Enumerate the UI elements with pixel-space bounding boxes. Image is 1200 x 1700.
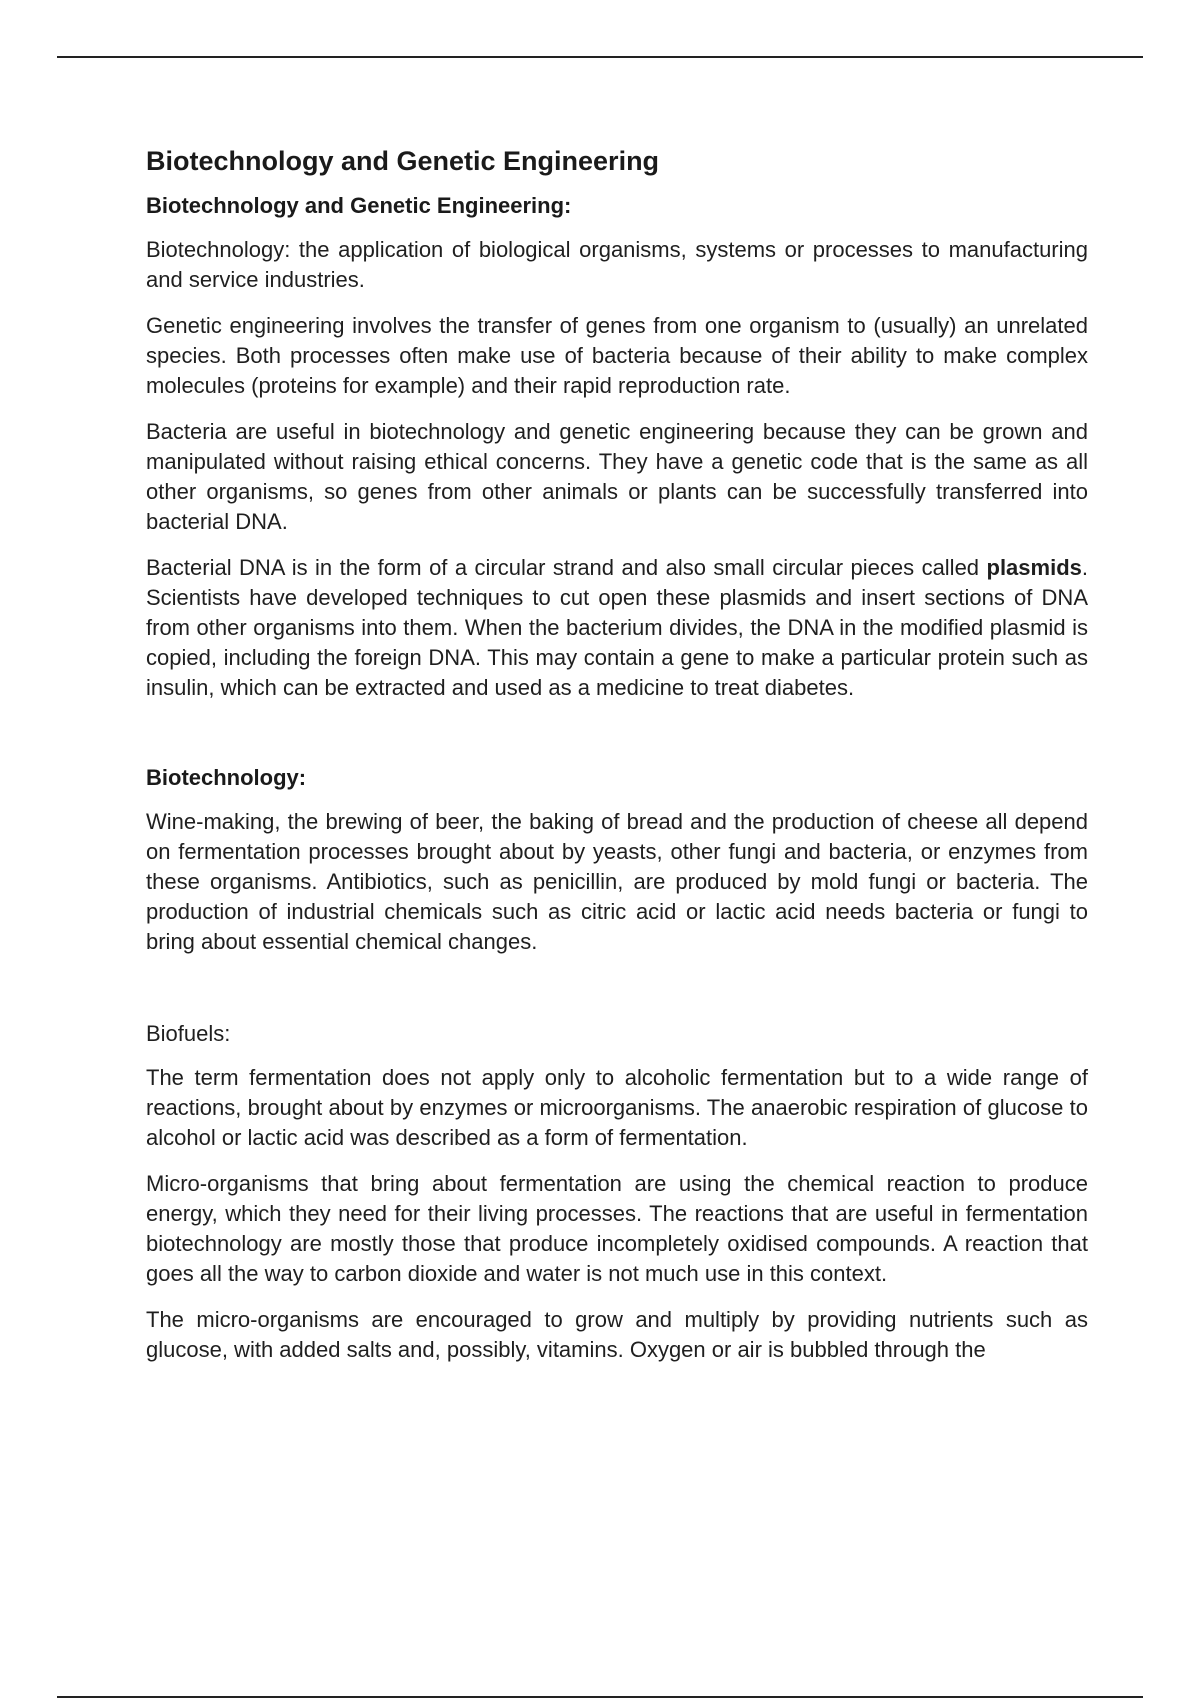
paragraph-bacteria-usefulness: Bacteria are useful in biotechnology and genetic engineering because they can be grown and manipulated without raising ethical concerns. They have a genetic code that is the same as all other organisms, so genes from other animals or plants can be successfully transferred into bacterial DNA. bbox=[146, 419, 1088, 534]
plasmids-text-before: Bacterial DNA is in the form of a circular strand and also small circular pieces called bbox=[146, 555, 987, 580]
paragraph-fermentation-term: The term fermentation does not apply only to alcoholic fermentation but to a wide range of reactions, brought about by enzymes or microorganisms. The anaerobic respiration of glucose to alcohol or lactic acid was described as a form of fermentation. bbox=[146, 1065, 1088, 1150]
plasmids-term: plasmids bbox=[986, 555, 1082, 580]
section-spacer bbox=[146, 973, 1088, 1019]
section-heading-biotech-genetic: Biotechnology and Genetic Engineering: bbox=[146, 193, 572, 218]
footer-rule bbox=[57, 1696, 1143, 1698]
paragraph-plasmids bbox=[146, 553, 1088, 703]
document-title: Biotechnology and Genetic Engineering bbox=[146, 146, 660, 176]
header-rule bbox=[57, 56, 1143, 58]
paragraph-fermentation-products: Wine-making, the brewing of beer, the baking of bread and the production of cheese all depend on fermentation processes brought about by yeasts, other fungi and bacteria, or enzymes from these organisms. Antibiotics, such as penicillin, are produced by mold fungi or bacteria. The production of industrial chemicals such as citric acid or lactic acid needs bacteria or fungi to bring about essential chemical changes. bbox=[146, 809, 1088, 954]
section-spacer bbox=[146, 719, 1088, 763]
plasmids-text-after: . Scientists have developed techniques to cut open these plasmids and insert sections of DNA from other organisms into them. When the bacterium divides, the DNA in the modified plasmid is copied, including the foreign DNA. This may contain a gene to make a particular protein such as insulin, which can be extracted and used as a medicine to treat diabetes. bbox=[146, 555, 1088, 700]
section-heading-biofuels: Biofuels: bbox=[146, 1021, 231, 1046]
document-body bbox=[146, 143, 1088, 1381]
paragraph-nutrients: The micro-organisms are encouraged to grow and multiply by providing nutrients such as glucose, with added salts and, possibly, vitamins. Oxygen or air is bubbled through the bbox=[146, 1307, 1088, 1362]
paragraph-biotech-definition: Biotechnology: the application of biological organisms, systems or processes to manufacturing and service industries. bbox=[146, 237, 1088, 292]
paragraph-microorganism-energy: Micro-organisms that bring about fermentation are using the chemical reaction to produce energy, which they need for their living processes. The reactions that are useful in fermentation biotechnology are mostly those that produce incompletely oxidised compounds. A reaction that goes all the way to carbon dioxide and water is not much use in this context. bbox=[146, 1171, 1088, 1286]
section-heading-biotechnology: Biotechnology: bbox=[146, 765, 307, 790]
paragraph-genetic-engineering: Genetic engineering involves the transfer of genes from one organism to (usually) an unrelated species. Both processes often make use of bacteria because of their ability to make complex molecules (proteins for example) and their rapid reproduction rate. bbox=[146, 313, 1088, 398]
